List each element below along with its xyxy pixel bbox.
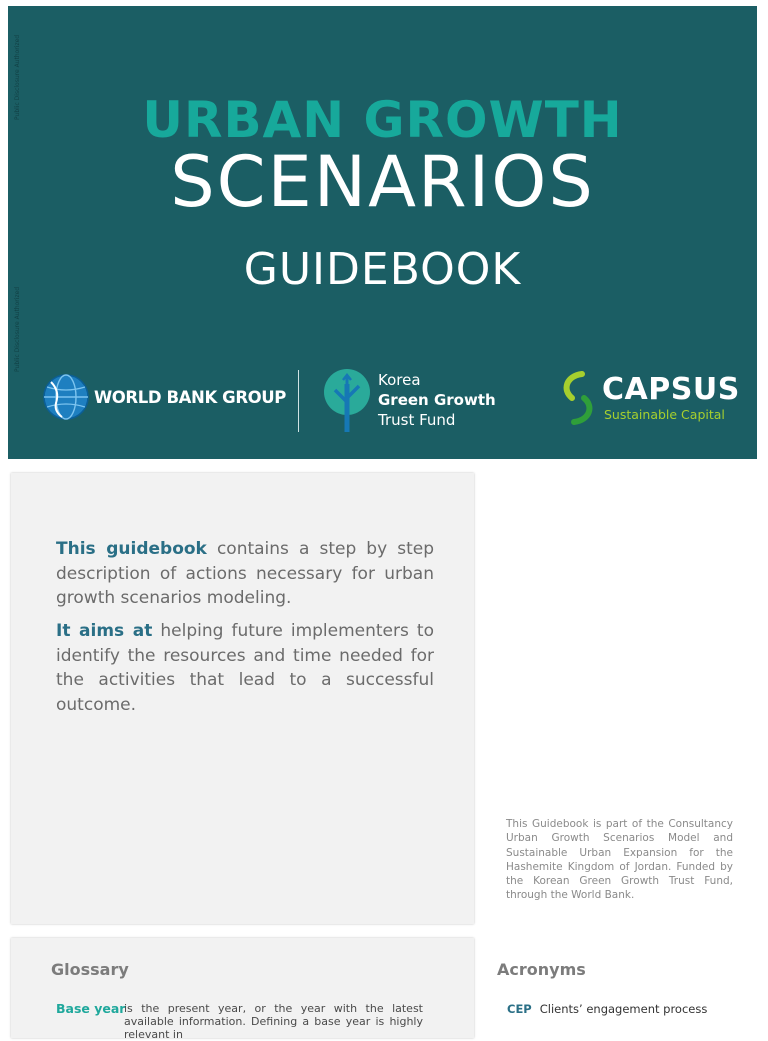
capsus-tagline: Sustainable Capital bbox=[604, 407, 725, 422]
acronym-description: Clients’ engagement process bbox=[539, 1002, 708, 1016]
tree-icon bbox=[322, 368, 372, 432]
glossary-title: Glossary bbox=[51, 960, 129, 979]
korea-line-2: Green Growth bbox=[378, 391, 496, 409]
globe-icon bbox=[42, 373, 90, 421]
korea-fund-name bbox=[378, 370, 496, 430]
acronym-row bbox=[507, 1002, 707, 1016]
logo-divider bbox=[298, 370, 299, 432]
glossary-card bbox=[11, 938, 474, 1041]
capsus-logo bbox=[558, 370, 740, 426]
intro-text-1: contains a step by step description of actions necessary for urban growth scenarios modeling. bbox=[56, 539, 435, 608]
glossary-definition: is the present year, or the year with the latest available information. Defining a base year is highly relevant in bbox=[124, 1002, 423, 1041]
intro-card bbox=[11, 473, 474, 924]
intro-highlight-1: This guidebook bbox=[56, 539, 207, 559]
korea-line-1: Korea bbox=[378, 371, 421, 389]
korea-line-3: Trust Fund bbox=[378, 411, 456, 429]
capsus-mark-icon bbox=[558, 370, 598, 426]
acronym-code: CEP bbox=[507, 1002, 532, 1016]
title-guidebook: GUIDEBOOK bbox=[243, 244, 522, 295]
acronyms-title: Acronyms bbox=[497, 960, 586, 979]
intro-text-2: helping future implementers to identify the resources and time needed for the activities that lead to a successful outcome. bbox=[56, 621, 434, 715]
intro-highlight-2: It aims at bbox=[56, 621, 153, 641]
title-urban-growth: URBAN GROWTH bbox=[142, 91, 623, 149]
intro-paragraph-2 bbox=[56, 619, 434, 717]
disclosure-stamp-bottom: Public Disclosure Authorized bbox=[14, 286, 21, 372]
title-scenarios: SCENARIOS bbox=[170, 141, 595, 223]
disclosure-stamp-top: Public Disclosure Authorized bbox=[14, 34, 21, 120]
glossary-term: Base year bbox=[56, 1001, 126, 1016]
world-bank-name: WORLD BANK GROUP bbox=[94, 387, 286, 407]
world-bank-logo bbox=[42, 372, 286, 422]
capsus-name: CAPSUS bbox=[602, 372, 740, 407]
funding-note: This Guidebook is part of the Consultancy Urban Growth Scenarios Model and Sustainable Urban Expansion for the Hashemite Kingdom of Jordan. Funded by the Korean Green Growth Trust Fund, through the World Bank. bbox=[506, 818, 733, 902]
cover-banner bbox=[8, 6, 757, 459]
intro-paragraph-1 bbox=[56, 537, 434, 611]
korea-green-growth-logo bbox=[322, 368, 496, 432]
